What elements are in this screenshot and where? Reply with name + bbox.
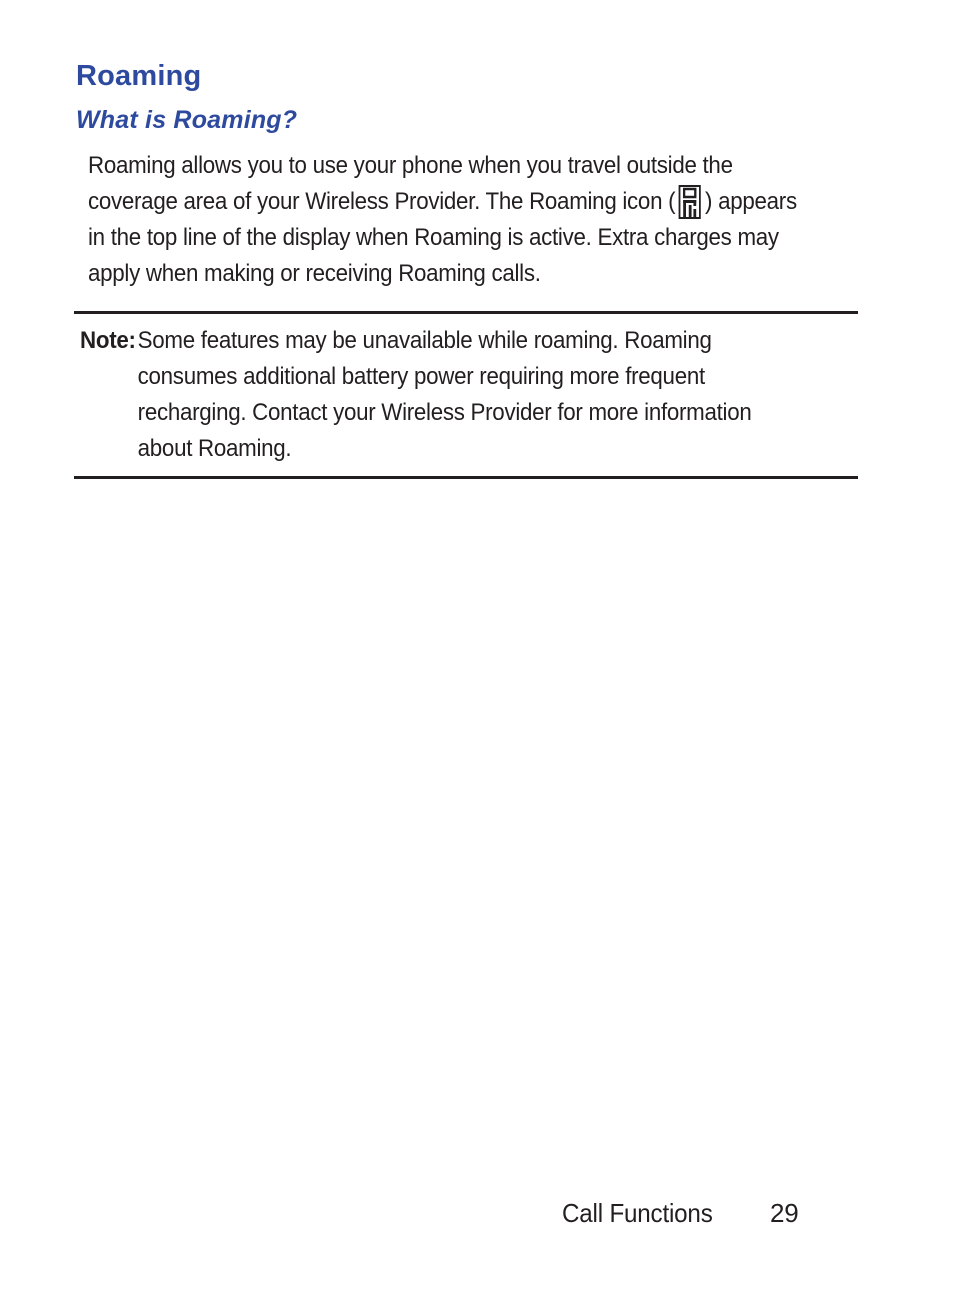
note-label: Note: xyxy=(80,327,136,354)
subsection-title: What is Roaming? xyxy=(76,106,298,134)
footer-page-number: 29 xyxy=(770,1198,799,1228)
body-line-3: in the top line of the display when Roaming is active. Extra charges may xyxy=(88,224,779,251)
note-line-1: Some features may be unavailable while roaming. Roaming xyxy=(137,327,712,354)
body-line-2-start: coverage area of your Wireless Provider. The Roaming icon ( xyxy=(88,188,676,215)
section-title: Roaming xyxy=(76,60,202,92)
note-line-4: about Roaming. xyxy=(137,435,292,462)
body-line-2-end: ) appears xyxy=(705,188,797,215)
roaming-icon xyxy=(679,185,701,219)
body-line-4: apply when making or receiving Roaming calls. xyxy=(88,260,541,287)
body-line-2 xyxy=(88,184,813,220)
note-top-rule xyxy=(74,311,858,314)
note-bottom-rule xyxy=(74,476,858,479)
note-text xyxy=(138,323,826,467)
footer-section-name: Call Functions xyxy=(562,1198,713,1228)
note-line-2: consumes additional battery power requiring more frequent xyxy=(137,363,705,390)
note-line-3: recharging. Contact your Wireless Provider for more information xyxy=(137,399,752,426)
body-paragraph xyxy=(88,148,813,292)
body-line-1: Roaming allows you to use your phone when you travel outside the xyxy=(88,152,733,179)
